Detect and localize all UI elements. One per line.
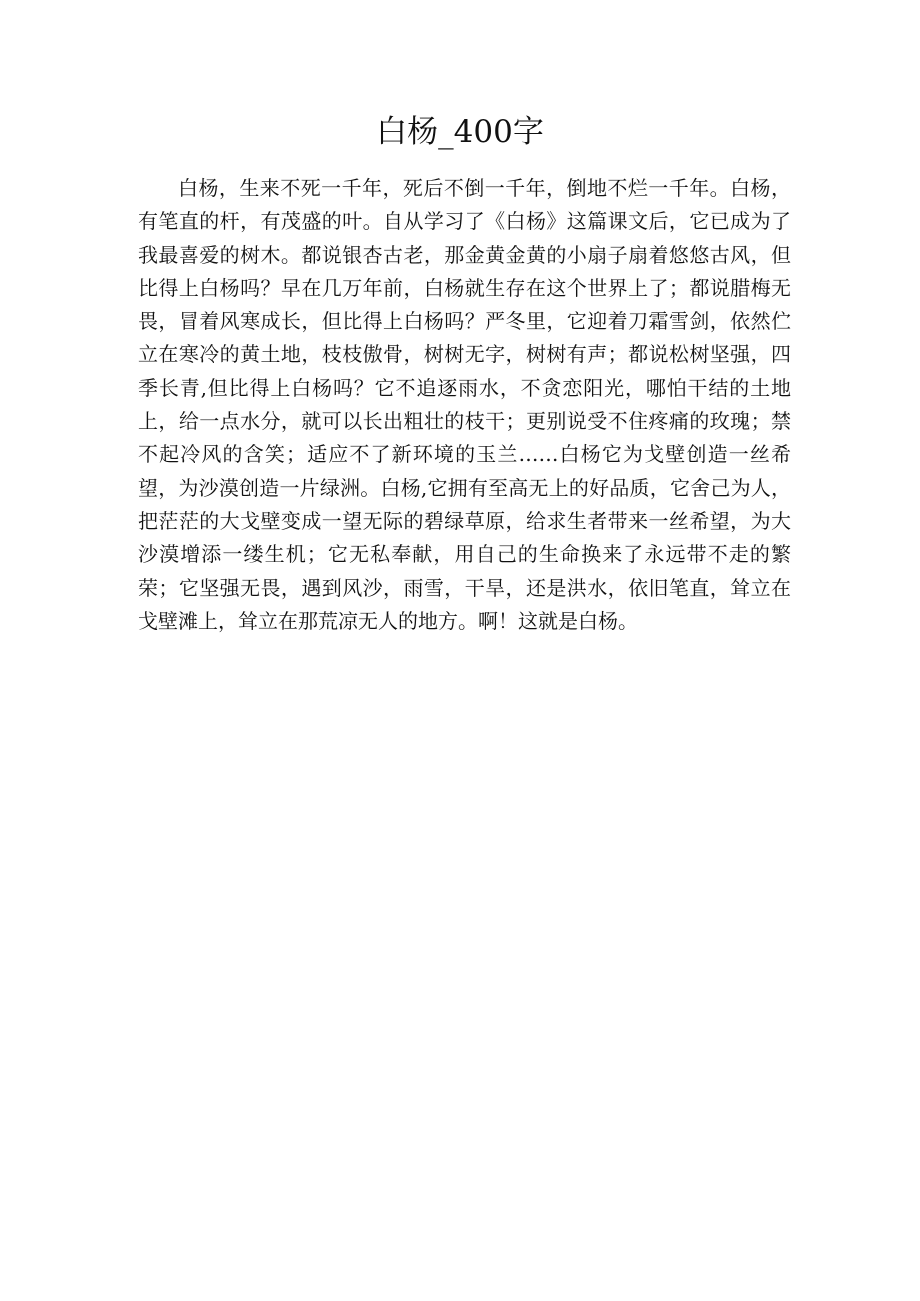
document-title: 白杨_400字 xyxy=(376,114,544,150)
essay-paragraph: 白杨，生来不死一千年，死后不倒一千年，倒地不烂一千年。白杨，有笔直的杆，有茂盛的叶。自从学习了《白杨》这篇课文后，它已成为了我最喜爱的树木。都说银杏古老，那金黄金黄的小扇子扇着悠悠古风，但比得上白杨吗？早在几万年前，白杨就生存在这个世界上了；都说腊梅无畏，冒着风寒成长，但比得上白杨吗？严冬里，它迎着刀霜雪剑，依然伫立在寒冷的黄土地，枝枝傲骨，树树无字，树树有声；都说松树坚强，四季长青,但比得上白杨吗？它不追逐雨水，不贪恋阳光，哪怕干结的土地上，给一点水分，就可以长出粗壮的枝干；更别说受不住疼痛的玫瑰；禁不起冷风的含笑；适应不了新环境的玉兰……白杨它为戈壁创造一丝希望，为沙漠创造一片绿洲。白杨,它拥有至高无上的好品质，它舍己为人，把茫茫的大戈壁变成一望无际的碧绿草原，给求生者带来一丝希望，为大沙漠增添一缕生机；它无私奉献，用自己的生命换来了永远带不走的繁荣；它坚强无畏，遇到风沙，雨雪，干旱，还是洪水，依旧笔直，耸立在戈壁滩上，耸立在那荒凉无人的地方。啊！这就是白杨。 xyxy=(138,176,791,633)
